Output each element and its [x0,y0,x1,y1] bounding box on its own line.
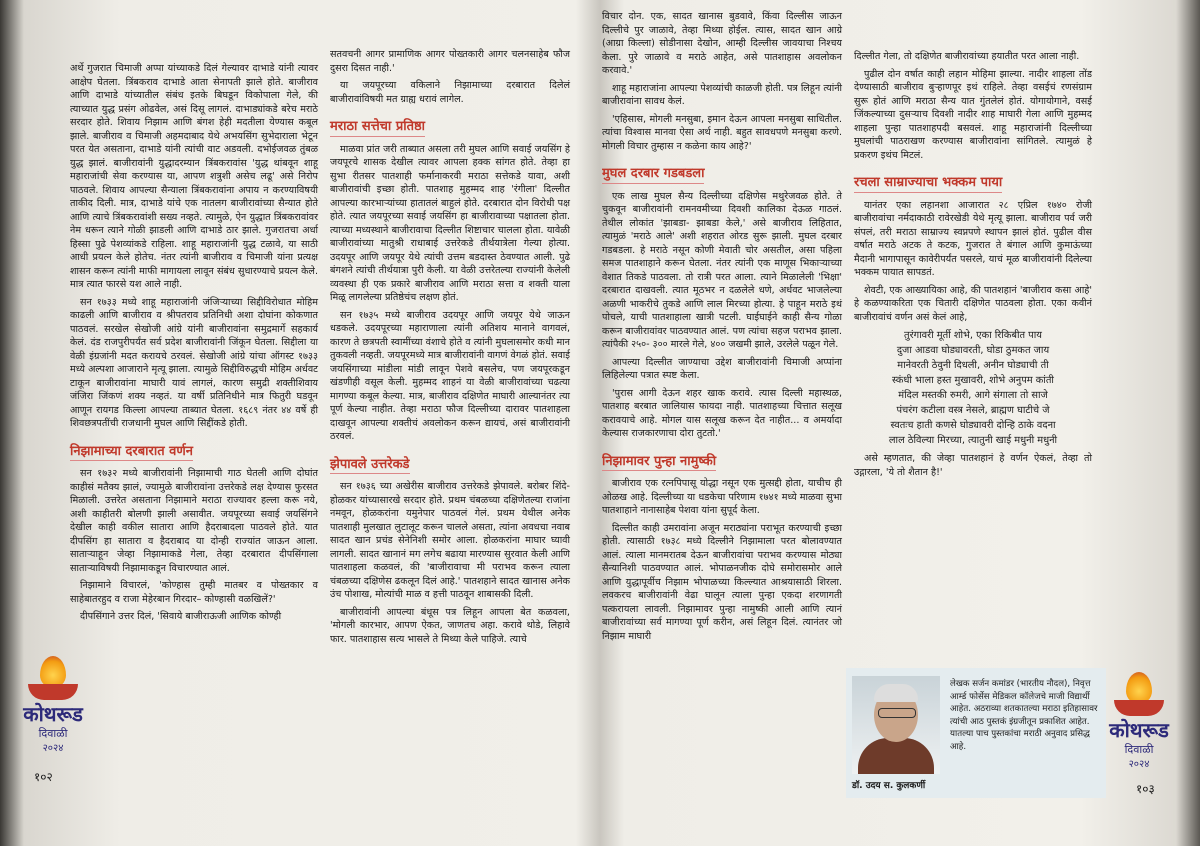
right-page [602,0,1182,846]
logo-sub: दिवाळी [1124,743,1154,756]
poem-line: मानेवरती ठेवुनी दिधली, अनीन घोड्याची ती [897,360,1049,371]
logo-year: २०२४ [42,743,64,754]
paragraph: सन १७३५ मध्ये बाजीराव उदयपूर आणि जयपूर येथे जाऊन धडकले. उदयपूरच्या महाराणाला त्यांनी अतिशय मानाने वागवलं, कारण ते छत्रपती स्वामींच्या वंशाचे होते व त्यांनी मुघलासमोर कधी मान तुकवली नव्हती. जयपूरमध्ये मात्र बाजीरावांनी वागणं वेगळं होतं. सवाई जयसिंगाच्या मांडीला मांडी लावून पेशवे बसलेच, पण जयपूरकडून खंडणीही वसूल केली. मुहम्मद शाहनं या वेळी बाजीरावांच्या चढत्या मागण्या कबूल केल्या. मात्र, बाजीराव दक्षिणेत माघारी आल्यानंतर त्या पूर्ण केल्या नाहीत. तेव्हा मराठा फौज दिल्लीच्या दारावर पातशाहला दाखवून आपल्या शक्तीचं अवलोकन करून द्यायचं, असं बाजीरावांनी ठरवलं. [330,309,570,442]
section-heading: निझामावर पुन्हा नामुष्की [602,455,716,472]
paragraph: 'एहिसास, मोगली मनसुबा, इमान देऊन आपला मनसुबा साधितील. त्यांचा विश्वास मानवा ऐसा अर्थ नाही. बहुत सावधपणे मनसुबा करणे. मोगली विचार तुम्हास न कळेना काय आहे?' [602,113,842,152]
author-name: डॉ. उदय स. कुलकर्णी [852,781,926,791]
section-heading: मराठा सत्तेचा प्रतिष्ठा [330,120,425,137]
paragraph: सन १७३६ च्या अखेरीस बाजीराव उत्तरेकडे झेपावले. बरोबर शिंदे- होळकर यांच्यासारखे सरदार होते. प्रथम चंबळच्या दक्षिणेतल्या राजांना नमवून, होळकरांना यमुनेपार पाठवलं गेलं. प्रथम येथील अनेक पातशाही मुलखात लुटालूट करून चालले असता, त्यांना अवधचा नवाब सादत खान प्रचंड सेनेनिशी समोर आला. होळकरांना माघार घ्यावी लागली. सादत खानानं मग लगेच बढाया मारण्यास सुरवात केली आणि पातशाहला कळवलं, की 'बाजीरावाचा मी पराभव करून त्याला चंबळच्या दक्षिणेस ढकलून दिलं आहे.' पातशहाने सादत खानास अनेक उंच पोशाख, मोत्यांची माळ व हत्ती पाठवून शाबासकी दिली. [330,481,570,600]
section-heading: मुघल दरबार गडबडला [602,167,704,184]
glasses-icon [878,708,916,718]
paragraph: माळवा प्रांत जरी ताब्यात असला तरी मुघल आणि सवाई जयसिंग हे जयपूरचे शासक देखील त्यावर आपला हक्क सांगत होते. तेव्हा हा सुभा रीतसर पातशाही फर्मानाकरवी मराठा सत्तेकडे यावा, अशी बाजीरावांची इच्छा होती. पातशाह मुहम्मद शाह 'रंगीला' दिल्लीत आपल्या कारभाऱ्यांच्या हातातलं बाहुलं होते. दरबारात दोन विरोधी पक्ष होते. त्यात जयपूरच्या सवाई जयसिंग हा बाजीरावाच्या पक्षातला होता. त्याच्या मध्यस्थाने बाजीरावाचा दिल्लीत शिष्टाचार चालला होता. यावेळी बाजीरावांच्या मातुश्री राधाबाई उत्तरेकडे तीर्थयात्रेला गेल्या होत्या. उदयपूर आणि जयपूर येथे त्यांची उत्तम बडदास्त ठेवण्यात आली. पुढे बंगशने त्यांची तीर्थयात्रा पुरी केली. या वेळी उत्तरेतल्या राज्यांनी केलेली व्यवस्था ही एक प्रकारे बाजीराव आणि मराठा सत्ता व शक्ती याला मिळू लागलेल्या प्रतिष्ठेचंच लक्षण होतं. [330,143,570,303]
paragraph: या जयपूरच्या वकिलाने निझामाच्या दरबारात दिलेलं बाजीरावांविषयी मत ग्राह्य धरावं लागेल. [330,80,570,105]
paragraph: विचार दोन. एक, सादत खानास बुडवावे, किंवा दिल्लीस जाऊन दिल्लीचे पुर जाळावे, तेव्हा मिथ्या होईल. त्यास, सादत खान आग्रे (आग्रा किल्ला) सोडीनासा देखोन, आम्ही दिल्लीस जावयाचा निश्चय केला. पुरे जाळावे व मराठे आहेत, असे पातशाहास अवलोकन करवावे.' [602,11,842,76]
right-column-2 [854,50,1092,483]
poem-line: स्कंधी भाला हस्त मुखावरी, शोभे अनुपम कांती [892,375,1054,386]
paragraph: असे म्हणतात, की जेव्हा पातशहानं हे वर्णन ऐकलं, तेव्हा तो उद्गारला, 'ये तो शैतान है!' [854,453,1092,478]
diya-lamp-icon [28,684,78,700]
paragraph: बाजीराव एक रत्नपिपासू योद्धा नसून एक मुत्सद्दी होता, याचीच ही ओळख आहे. दिल्लीच्या या धडकेचा परिणाम १७४१ मध्ये माळवा सुभा पातशाहाने नानासाहेब पेशवा यांना सुपूर्द केला. [602,478,842,516]
paragraph: सन १७३३ मध्ये शाहू महाराजांनी जंजिऱ्याच्या सिद्दीविरोधात मोहिम काढली आणि बाजीराव व श्रीपतराव प्रतिनिधी अशा दोघांना कोकणात पाठवलं. सरखेल सेखोजी आंग्रे यांनी बाजीरावांना समुद्रमार्गे सहकार्य केलं. दंड राजपुरीपर्यंत सर्व प्रदेश बाजीरावांनी जिंकून घेतला. सिद्दीला या वेळी इंग्रजांनी मदत करायचे ठरवलं. सेखोजी आंग्रे यांचा ऑगस्ट १७३३ मध्ये अल्पशा आजाराने मृत्यू झाला. त्यामुळे सिद्दीविरुद्धची मोहिम अर्धवट टाकून बाजीरावांना माघारी यावं लागलं, कारण समुद्री शक्तीशिवाय जंजिरा जिंकणं शक्य नव्हतं. या वर्षी प्रतिनिधीने मात्र फितुरी घडवून आणून रायगड किल्ला आपल्या ताब्यात घेतला. १६८९ नंतर ४४ वर्षे ही शिवछत्रपतींची राजधानी मुघल आणि सिद्दींकडे होती. [70,296,318,429]
paragraph: दिल्लीत काही उमरावांना अजून मराठ्यांना पराभूत करण्याची इच्छा होती. त्यासाठी १७३८ मध्ये दिल्लीने निझामाला परत बोलावण्यात आलं. त्याला मानमरातब देऊन बाजीरावांचा पराभव करण्यास मोठ्या सैन्यानिशी पाठवण्यात आलं. भोपाळनजीक दोघे समोरासमोर आले आणि युद्धापूर्वीच निझाम भोपाळच्या किल्ल्यात आश्रयासाठी शिरला. लवकरच बाजीरावांनी वेढा घालून त्याला पुन्हा एकदा शरणागती पत्करायला लावली. निझामावर पुन्हा नामुष्की आली आणि त्यानं बाजीरावांच्या सर्व मागण्या पूर्ण करीन, असं लिहून दिलं. त्यानंतर जो निझाम माघारी [602,522,842,642]
author-bio: लेखक सर्जन कमांडर (भारतीय नौदल), निवृत्त आर्म्ड फोर्सेस मेडिकल कॉलेजचे माजी विद्यार्थी आहेत. अठराव्या शतकातल्या मराठा इतिहासावर त्यांची आठ पुस्तकं इंग्रजीतून प्रकाशित आहेत. यातल्या पाच पुस्तकांचा मराठी अनुवाद प्रसिद्ध आहे. [950,679,1098,752]
diya-lamp-icon [1114,700,1164,716]
left-column-1 [70,62,318,628]
paragraph: निझामाने विचारलं, 'कोण्हास तुम्ही मातबर व पोख्तकार व साहेबातरहुद व राजा मेहेरबान गिरदार– कोण्हासी वळखिलें?' [70,580,318,605]
paragraph: यानंतर एका लहानशा आजारात २८ एप्रिल १७४० रोजी बाजीरावांचा नर्मदाकाठी रावेरखेडी येथे मृत्यू झाला. बाजीराव पर्व जरी संपलं, तरी मराठा साम्राज्य स्वप्नपणे स्थापन झालं होतं. पुढील वीस वर्षात मराठे अटक ते कटक, गुजरात ते बंगाल आणि कुमाऊंच्या मैदानी भागापासून कावेरीपर्यंत पसरले, याचं मूळ बाजीरावांनी दिलेल्या भक्कम पायात सापडतं. [854,199,1092,278]
logo-name: कोथरूड [1109,718,1169,742]
poem [854,328,1092,448]
logo-sub: दिवाळी [38,727,68,740]
paragraph: सन १७३२ मध्ये बाजीरावांनी निझामाची गाठ घेतली आणि दोघांत काहीसं मतैक्य झालं, ज्यामुळे बाजीरावांना उत्तरेकडे लक्ष देण्यास फुरसत मिळाली. उत्तरेत असताना निझामाने मराठा राज्यावर हल्ला करू नये, अशी काहीतरी बोलणी झाली असावीत. जयपूरच्या सवाई जयसिंगने देखील काही वकील सातारा आणि हैदराबादला पाठवले होते. यात दीपसिंग हा सातारा व हैदराबाद या दोन्ही राज्यांत जाऊन आला. सातार्‍याहून जेव्हा निझामाकडे गेला, तेव्हा दरबारात दीपसिंगाला साताऱ्याविषयी निझामाकडून विचारण्यात आलं. [70,468,318,574]
paragraph: एक लाख मुघल सैन्य दिल्लीच्या दक्षिणेस मथुरेजवळ होते. ते चुकवून बाजीरावांनी रामनवमीच्या दिवशी कालिका देऊळ गाठलं. तेथील लोकांत 'झाबडा- झाबडा केले,' असे बाजीराव लिहितात, त्यामुळं 'मराठे आले' अशी शहरात ओरड सुरू झाली. मुघल दरबार गडबडला. हे मराठे नसून कोणी मेवाती चोर असतील, असा पहिला समज पातशाहाने करून घेतला. नंतर त्यांनी एक माणूस भिकाऱ्याच्या वेशात तिकडे पाठवला. तो रात्री परत आला. त्याने मिळालेली 'भिक्षा' दरबारात दाखवली. त्यात मूठभर न दळलेले धणे, अर्धवट भाजलेल्या अळणी भाकरीचे तुकडे आणि लाल मिरच्या होत्या. हे पाहून मराठे इथं पोचले, याची पातशाहाला खात्री पटली. घाईघाईने काही सैन्य गोळा करून बाजीरावांवर पाठवण्यात आलं. पण त्यांचा सहज पराभव झाला. त्यांपैकी २५०- ३०० मारले गेले, ४०० जखमी झाले, उरलेले पळून गेले. [602,190,842,350]
paragraph: अर्थे गुजरात चिमाजी अप्पा यांच्याकडे दिलं गेल्यावर दाभाडे यांनी त्यावर आक्षेप घेतला. त्रिंबकराव दाभाडे आता सेनापती झाले होते. बाजीराव आणि दाभाडे यांच्यातील संबंध इतके बिघडून विकोपाला गेले, की त्याच्यात युद्ध प्रसंग ओढवेल, असं दिसू लागलं. दाभाड्यांकडे बरेच मराठे सरदार होते. शिवाय निझाम आणि बंगश हेही मदतीला येण्यास कबूल झाले. बाजीराव व चिमाजी अहमदाबाद येथे अभयसिंग सुभेदाराला भेटून परत येत असताना, दाभाडे यांनी त्यांची वाट अडवली. दभोईजवळ तुंबळ युद्ध झालं. बाजीरावांनी युद्धादरम्यान त्रिंबकरावांस 'युद्ध थांबवून शाहू महाराजांची सेवा करण्यास या, आपण शत्रुशी असेच लढू' असे निरोप पाठवले. शिवाय आपल्या सैन्याला त्रिंबकरावांना अपाय न करण्याविषयी ताकीद दिली. मात्र, दाभाडे यांचे एक नातलग बाजीरावांच्या सैन्यात होते आणि त्याचे त्रिंबकरावांशी सख्य नव्हते. त्यामुळे, ऐन युद्धात त्रिंबकरावांवर नेम धरून त्याने गोळी झाडली आणि दाभाडे ठार झाले. गुजरातचा अर्धा हिस्सा पुढे पेशव्यांकडे राहिला. शाहू महाराजांनी युद्ध टळावे, या साठी आधी प्रयत्न केले होतेच. नंतर त्यांनी बाजीराव व चिमाजी यांना प्रत्यक्ष शासन करून त्यांनी माफी मागायला लावून संबंध सुधारण्याचे प्रयत्न केले. मात्र त्यात फारसे यश आले नाही. [70,63,318,290]
logo-year: २०२४ [1128,759,1150,770]
paragraph: दिल्लीत गेला, तो दक्षिणेत बाजीरावांच्या हयातीत परत आला नाही. [854,51,1080,62]
paragraph: सतवचनी आगर प्रामाणिक आगर पोख्तकारी आगर चलनसाहेब फौज दुसरा दिसत नाही.' [330,49,570,74]
diwali-logo [18,656,96,756]
poem-line: स्वतःच हाती कणसे घोड्यावरी दोन्हि ठाके वदना [890,420,1056,431]
paragraph: पुढील दोन वर्षात काही लहान मोहिमा झाल्या. नादीर शाहला तोंड देण्यासाठी बाजीराव बुऱ्हाणपूर इथं राहिले. तेव्हा वसईचं रणसंग्राम सुरू होतं आणि मराठा सैन्य यात गुंतलेलं होतं. योगायोगाने, वसई जिंकल्याच्या दुसऱ्याच दिवशी नादीर शाह माघारी गेला आणि मुहम्मद शाहला पुन्हा पातशाहपदी बसवलं. शाहू महाराजांनी दिल्लीच्या मुघलांची पाठराखण करण्यास बाजीरावांना सांगितले. त्यामुळं हे प्रकरण इथंच मिटलं. [854,68,1092,161]
section-heading: रचला साम्राज्याचा भक्कम पाया [854,176,1002,193]
poem-line: दुजा आडवा घोड्यावरती, घोडा ठुमकत जाय [896,345,1050,356]
page-number: १०३ [1136,782,1155,796]
section-heading: निझामाच्या दरबारात वर्णन [70,445,193,462]
right-column-1 [602,10,842,647]
logo-name: कोथरूड [23,702,83,726]
poem-line: पंचरंग कटीला वस्त्र नेसले, ब्राह्मण घाटीचे जे [896,405,1050,416]
paragraph: आपल्या दिल्लीत जाण्याचा उद्देश बाजीरावांनी चिमाजी अप्पांना लिहिलेल्या पत्रात स्पष्ट केला. [602,356,842,381]
paragraph: बाजीरावांनी आपल्या बंधूस पत्र लिहून आपला बेत कळवला, 'मोगली कारभार, आपण ऐकत, जाणतच अहा. करावे थोडे, लिहावे फार. पातशाहास सत्य भासले ते मिथ्या केले पाहिजे. त्याचे [330,606,570,645]
author-box [846,668,1106,798]
poem-line: तुरंगावरी मूर्ती शोभे, एका रिकिबीत पाय [904,330,1042,341]
paragraph: शाहू महाराजांना आपल्या पेशव्यांची काळजी होती. पत्र लिहून त्यांनी बाजीरावांना सावध केलं. [602,82,842,107]
poem-line: मंदिल मस्तकी रुमरी, आगे संगाला तो साजे [898,390,1048,401]
section-heading: झेपावले उत्तरेकडे [330,458,410,475]
paragraph: शेवटी, एक आख्यायिका आहे, की पातशहानं 'बाजीराव कसा आहे' हे कळण्याकरिता एक चितारी दक्षिणेत पाठवला होता. एका कवीनं बाजीरावांचं वर्णन असं केलं आहे, [854,284,1092,323]
poem-line: लाल ठेविल्या मिरच्या, त्यातुनी खाई मधुनी मधुनी [888,435,1058,446]
diwali-logo [1096,672,1182,772]
paragraph: 'पुरास आगी देऊन शहर खाक करावे. त्यास दिल्ली महास्थळ, पातशाह बरबात जालियास फायदा नाही. पातशाहच्या चित्तात सलूख करावयाचे आहे. मोगल यास सलूख करून देत नाहीत... व अमर्यादा केल्यास राजकारणाचा दोरा तुटतो.' [602,387,842,439]
left-column-2 [330,48,570,650]
author-photo [852,676,940,774]
page-number: १०२ [34,770,53,784]
paragraph: दीपसिंगाने उत्तर दिलं, 'सिवाये बाजीराऊजी आणिक कोण्ही [80,611,282,622]
left-page [18,0,578,846]
